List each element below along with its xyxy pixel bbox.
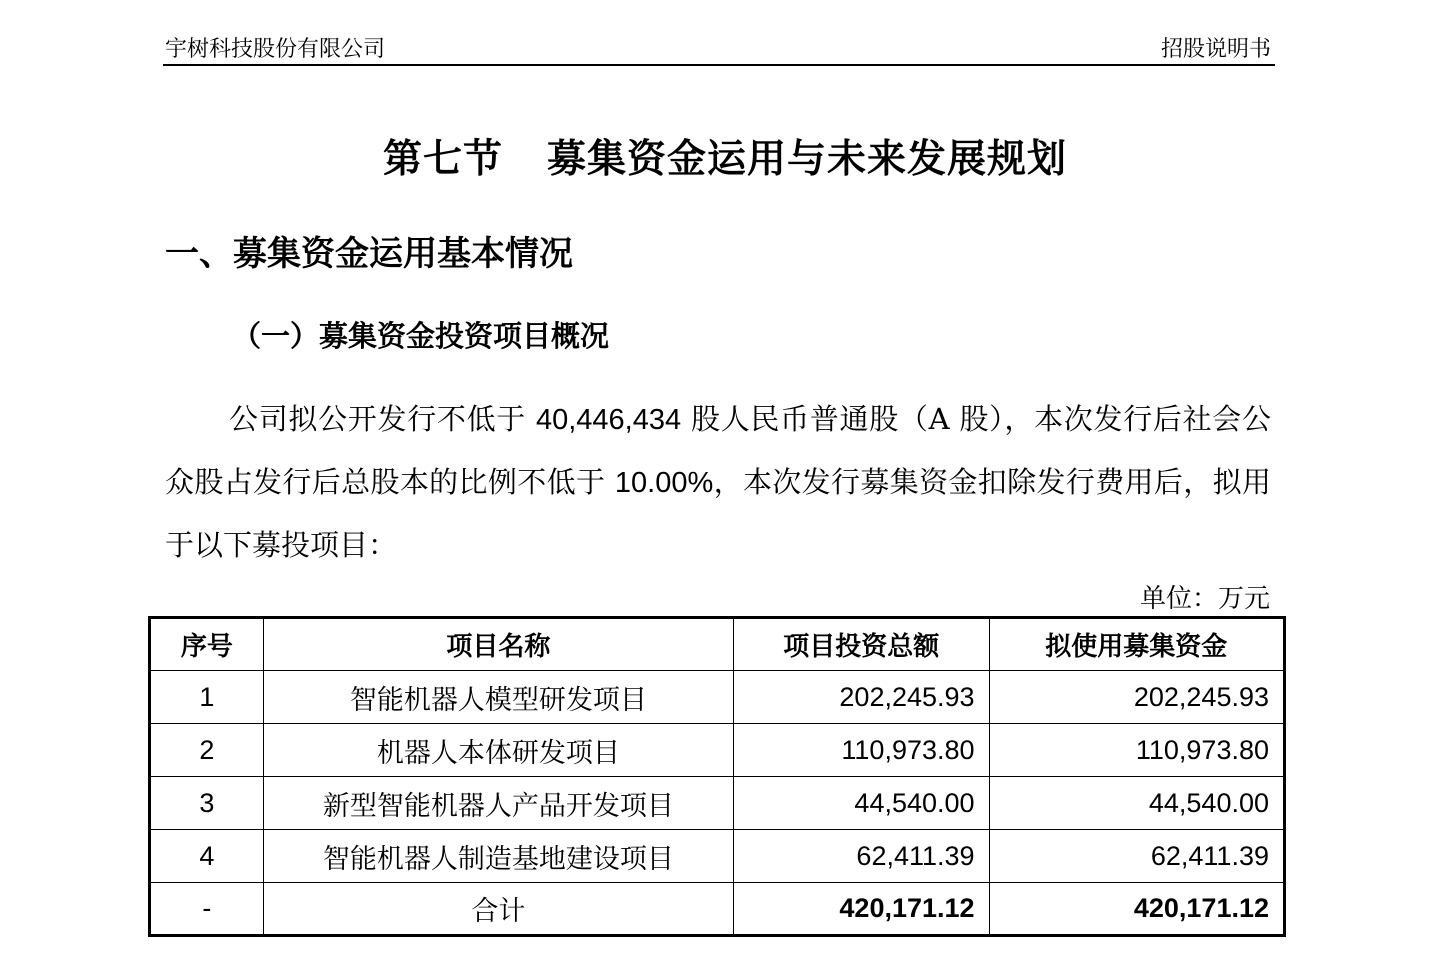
chapter-number: 第七节 <box>382 137 503 182</box>
chapter-name: 募集资金运用与未来发展规划 <box>547 137 1068 182</box>
row-total-investment: 202,245.93 <box>733 671 989 724</box>
share-count: 40,446,434 <box>535 404 682 436</box>
row-number: 2 <box>150 724 264 777</box>
row-number: 3 <box>150 777 264 830</box>
row-raised-funds: 62,411.39 <box>989 830 1284 883</box>
table-total-row <box>150 883 1285 936</box>
row-total-investment: 44,540.00 <box>733 777 989 830</box>
column-header-project-name: 项目名称 <box>263 618 733 671</box>
row-project-name: 智能机器人模型研发项目 <box>263 671 733 724</box>
page-header <box>163 30 1275 66</box>
table-header-row <box>150 618 1285 671</box>
row-project-name: 新型智能机器人产品开发项目 <box>263 777 733 830</box>
column-header-total-investment: 项目投资总额 <box>733 618 989 671</box>
column-header-raised-funds: 拟使用募集资金 <box>989 618 1284 671</box>
row-raised-funds: 202,245.93 <box>989 671 1284 724</box>
row-total-investment: 110,973.80 <box>733 724 989 777</box>
share-ratio: 10.00% <box>614 467 714 499</box>
row-project-name: 机器人本体研发项目 <box>263 724 733 777</box>
row-raised-funds: 44,540.00 <box>989 777 1284 830</box>
header-document-type: 招股说明书 <box>1160 37 1271 62</box>
table-row <box>150 830 1285 883</box>
table-row <box>150 724 1285 777</box>
row-number: 1 <box>150 671 264 724</box>
paragraph-text-1: 公司拟公开发行不低于 <box>229 402 536 436</box>
row-raised-funds: 110,973.80 <box>989 724 1284 777</box>
total-investment-sum: 420,171.12 <box>733 883 989 936</box>
table-row <box>150 777 1285 830</box>
row-number: 4 <box>150 830 264 883</box>
row-total-investment: 62,411.39 <box>733 830 989 883</box>
total-row-label: 合计 <box>263 883 733 936</box>
chapter-title <box>0 128 1450 184</box>
paragraph-text-2: 股人民币普通股（A 股），本次发行后社会公众股占发行后总股本的比例不低于 <box>165 402 1271 499</box>
fund-projects-table <box>148 616 1286 937</box>
paragraph-text-3: ，本次发行募集资金扣除发行费用后，拟用于以下募投项目： <box>165 465 1271 562</box>
table-row <box>150 671 1285 724</box>
table-unit-label: 单位：万元 <box>1139 584 1270 614</box>
column-header-number: 序号 <box>150 618 264 671</box>
section-title: 一、募集资金运用基本情况 <box>165 234 573 274</box>
total-row-number: - <box>150 883 264 936</box>
row-project-name: 智能机器人制造基地建设项目 <box>263 830 733 883</box>
body-paragraph <box>165 388 1271 576</box>
header-company-name: 宇树科技股份有限公司 <box>165 37 386 62</box>
subsection-title: （一）募集资金投资项目概况 <box>232 319 610 353</box>
raised-funds-sum: 420,171.12 <box>989 883 1284 936</box>
